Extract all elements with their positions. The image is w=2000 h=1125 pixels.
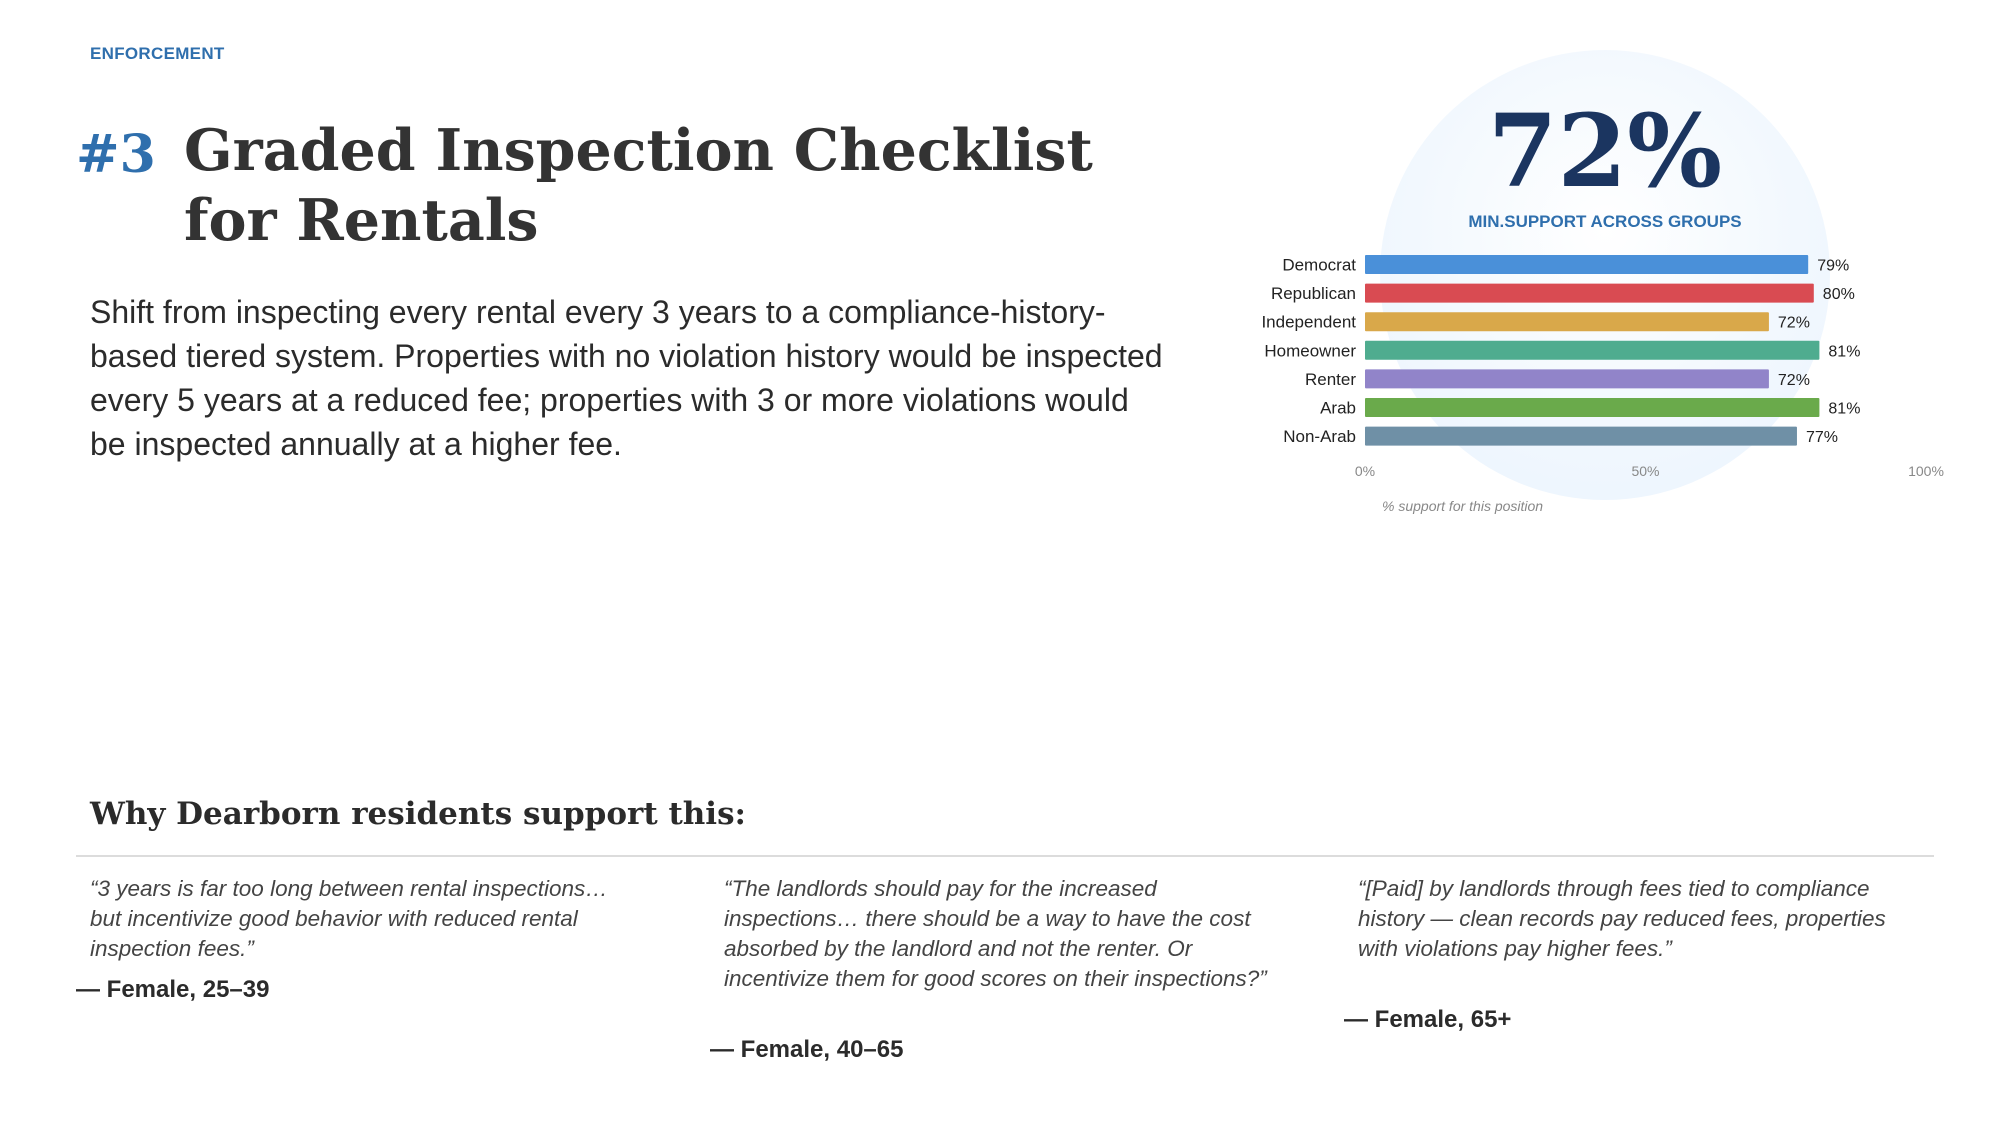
- category-label: ENFORCEMENT: [90, 44, 225, 63]
- bar-category-label: Renter: [1304, 369, 1356, 389]
- min-support-value: 72%: [1487, 92, 1723, 210]
- bar-arab: [1365, 398, 1819, 417]
- bar-value-label: 81%: [1828, 400, 1861, 418]
- policy-number: #3: [76, 124, 156, 185]
- bar-value-label: 72%: [1777, 371, 1810, 389]
- quote-1-line: “3 years is far too long between rental inspections…: [90, 876, 608, 901]
- bar-republican: [1365, 284, 1814, 303]
- quote-3-line: with violations pay higher fees.”: [1358, 936, 1672, 961]
- quote-2-text: [724, 874, 1304, 994]
- x-tick-label: 100%: [1908, 463, 1944, 479]
- min-support-label: MIN.SUPPORT ACROSS GROUPS: [1468, 212, 1742, 231]
- quote-2-line: incentivize them for good scores on their inspections?”: [724, 966, 1267, 991]
- quote-2-line: absorbed by the landlord and not the renter. Or: [724, 936, 1193, 961]
- bar-independent: [1365, 312, 1769, 331]
- bar-value-label: 81%: [1828, 343, 1861, 361]
- quote-3-line: history — clean records pay reduced fees, properties: [1358, 906, 1886, 931]
- x-tick-label: 50%: [1631, 463, 1660, 479]
- bar-value-label: 79%: [1817, 257, 1850, 275]
- bar-category-label: Independent: [1261, 312, 1356, 332]
- bar-value-label: 72%: [1777, 314, 1810, 332]
- quote-2-line: “The landlords should pay for the increased: [724, 876, 1157, 901]
- section-divider: [76, 855, 1934, 857]
- bar-category-label: Homeowner: [1264, 341, 1356, 361]
- x-axis-label: % support for this position: [1382, 498, 1544, 514]
- page-title: Graded Inspection Checklist for Rentals: [184, 117, 1093, 254]
- bar-category-label: Republican: [1270, 284, 1356, 304]
- quote-2-line: inspections… there should be a way to have the cost: [724, 906, 1251, 931]
- quote-1-line: inspection fees.”: [90, 936, 254, 961]
- bar-renter: [1365, 369, 1769, 388]
- quote-2-author: — Female, 40–65: [710, 1036, 904, 1063]
- bar-category-label: Democrat: [1282, 255, 1356, 275]
- bar-category-label: Arab: [1320, 398, 1356, 418]
- bar-value-label: 80%: [1822, 286, 1855, 304]
- support-bar-chart: [1240, 250, 1980, 530]
- bar-homeowner: [1365, 341, 1819, 360]
- quote-3-line: “[Paid] by landlords through fees tied to compliance: [1358, 876, 1870, 901]
- quote-1-author: — Female, 25–39: [76, 976, 270, 1003]
- quote-1-text: [90, 874, 670, 964]
- policy-description: Shift from inspecting every rental every 3 years to a compliance-history-based tiered system. Properties with no violation history would be inspected every 5 years at a reduced fee; properties with 3 or more violations would be inspected annually at a higher fee.: [90, 294, 1163, 462]
- quote-3-text: [1358, 874, 1938, 964]
- bar-non-arab: [1365, 427, 1797, 446]
- x-tick-label: 0%: [1354, 463, 1376, 479]
- quote-3-author: — Female, 65+: [1344, 1006, 1512, 1033]
- quote-1-line: but incentivize good behavior with reduced rental: [90, 906, 578, 931]
- bar-category-label: Non-Arab: [1283, 427, 1356, 447]
- quotes-section-title: Why Dearborn residents support this:: [90, 796, 746, 832]
- bar-value-label: 77%: [1805, 429, 1839, 447]
- bar-democrat: [1365, 255, 1808, 274]
